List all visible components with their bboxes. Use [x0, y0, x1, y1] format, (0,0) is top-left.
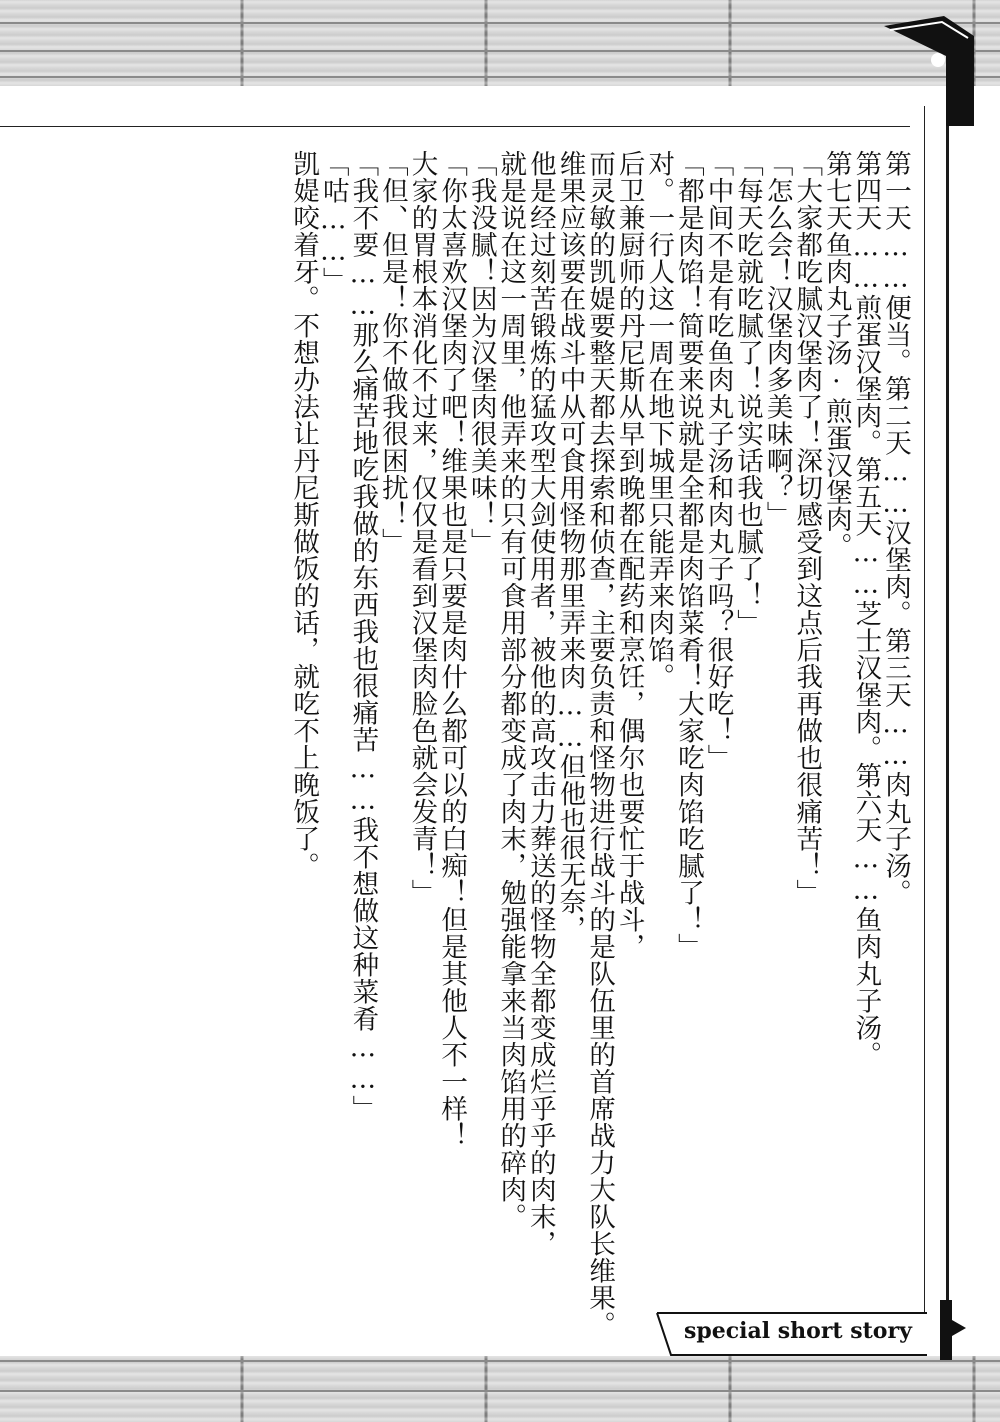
plank-seam: [0, 22, 1000, 24]
story-line: 维果应该要在战斗中从可食用怪物那里弄来肉……但他也很无奈，: [554, 150, 586, 942]
plank-seam: [0, 1390, 1000, 1392]
story-line: 对。一行人这一周在地下城里只能弄来肉馅。: [643, 150, 675, 690]
story-line: 「中间不是有吃鱼肉丸子汤和肉丸子吗？很好吃！」: [702, 150, 734, 771]
story-line: 第七天鱼肉丸子汤·煎蛋汉堡肉。: [820, 150, 852, 560]
plank-seam: [0, 50, 1000, 52]
story-line: 就是说在这一周里，他弄来的只有可食用部分都变成了肉末，勉强能拿来当肉馅用的碎肉。: [495, 150, 527, 1230]
wood-plank-background-top: [0, 0, 1000, 86]
panel-top-rule: [0, 126, 910, 127]
story-line: 「都是肉馅！简要来说就是全都是肉馅菜肴！大家吃肉馅吃腻了！」: [672, 150, 704, 960]
section-label: special short story: [684, 1318, 912, 1344]
story-line: 「大家都吃腻汉堡肉了！深切感受到这点后我再做也很痛苦！」: [791, 150, 823, 906]
story-line: 「你太喜欢汉堡肉了吧！维果也是只要是肉什么都可以的白痴！但是其他人不一样！: [436, 150, 468, 1149]
story-line: 「我不要……那么痛苦地吃我做的东西我也很痛苦……我不想做这种菜肴……」: [347, 150, 379, 1122]
plank-seam: [0, 1360, 1000, 1362]
story-line: 「每天吃就吃腻了！说实话我也腻了！」: [732, 150, 764, 636]
story-line: 后卫兼厨师的丹尼斯从早到晚都在配药和烹饪，偶尔也要忙于战斗，: [613, 150, 645, 960]
bottom-ornament-icon: [930, 1300, 970, 1360]
story-line: 「我没腻！因为汉堡肉很美味！」: [465, 150, 497, 555]
story-line: 「怎么会！汉堡肉多美味啊？」: [761, 150, 793, 528]
story-line: 第一天……便当。第二天……汉堡肉。第三天……肉丸子汤。: [880, 150, 911, 906]
story-line: 他是经过刻苦锻炼的猛攻型大剑使用者，被他的高攻击力葬送的怪物全都变成烂乎乎的肉末，: [524, 150, 556, 1257]
panel-right-rule: [924, 106, 925, 1346]
story-line: 而灵敏的凯媞要整天都去探索和侦查，主要负责和怪物进行战斗的是队伍里的首席战力大队长维果。: [584, 150, 616, 1338]
story-line: 第四天……煎蛋汉堡肉。第五天……芝士汉堡肉。第六天……鱼肉丸子汤。: [850, 150, 882, 1068]
corner-ornament-icon: [884, 16, 974, 126]
plank-seam: [0, 76, 1000, 78]
story-line: 凯媞咬着牙。不想办法让丹尼斯做饭的话，就吃不上晚饭了。: [288, 150, 320, 879]
story-line: 「但、但是！你不做我很困扰！」: [376, 150, 408, 555]
story-line: 「咕……」: [317, 150, 349, 294]
story-line: 大家的胃根本消化不过来，仅仅是看到汉堡肉脸色就会发青！」: [406, 150, 438, 906]
wood-plank-background-bottom: [0, 1356, 1000, 1422]
